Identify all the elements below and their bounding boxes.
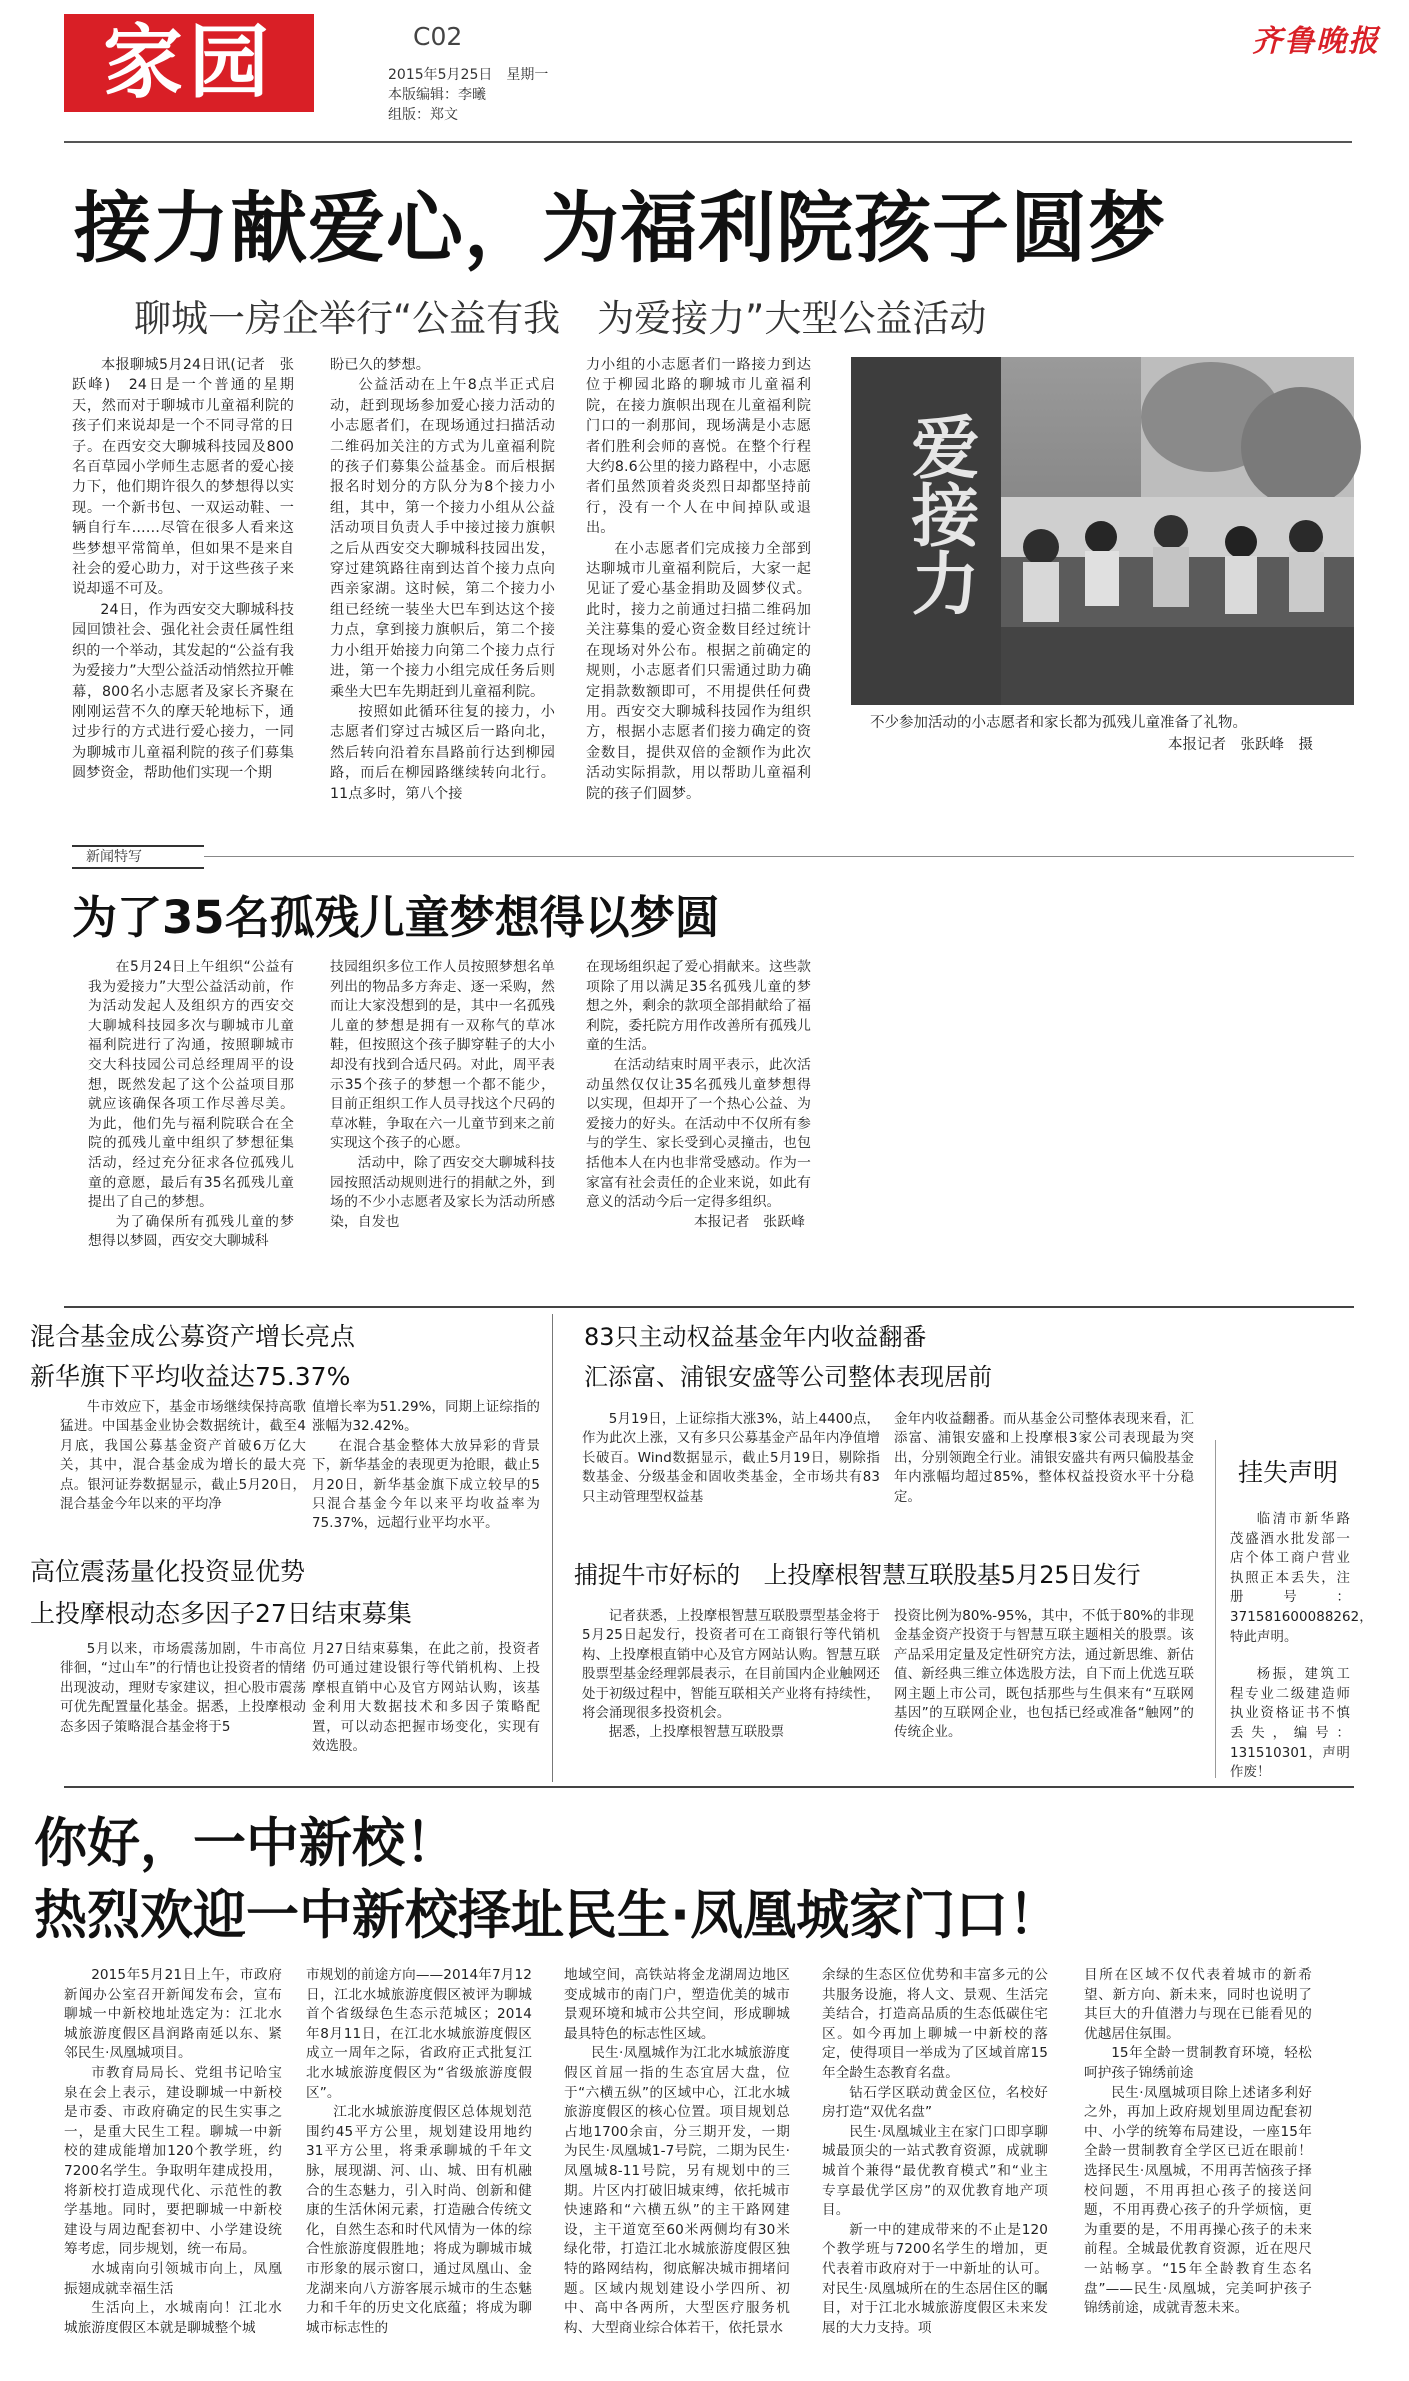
paragraph: 在小志愿者们完成接力全部到达聊城市儿童福利院后，大家一起见证了爱心基金捐助及圆梦仪式。此时，接力之前通过扫描二维码加关注募集的爱心资金数目经过统计在现场对外公布。根据之前确定的规则，小志愿者们只需通过助力确定捐款数额即可，不用提供任何费用。西安交大聊城科技园作为组织方，根据小志愿者们接力确定的资金数目，提供双倍的金额作为此次活动实际捐款，用以帮助儿童福利院的孩子们圆梦。 xyxy=(586,540,811,802)
f1-title-1: 混合基金成公募资产增长亮点 xyxy=(30,1322,356,1351)
paragraph: 新一中的建成带来的不止是120个教学班与7200名学生的增加，更代表着市政府对于一中新址的认可。对民生·凤凰城所在的生态居住区的瞩目，对于江北水城旅游度假区未来发展的大力支持。项 xyxy=(822,2221,1048,2336)
paragraph: 公益活动在上午8点半正式启动，赶到现场参加爱心接力活动的小志愿者们，在现场通过扫描活动二维码加关注的方式为儿童福利院的孩子们募集公益基金。而后根据报名时划分的方队分为8个接力小组，其中，第一个接力小组从公益活动项目负责人手中接过接力旗帜之后从西安交大聊城科技园出发，穿过建筑路往南到达首个接力点向西亲家湖。这时候，第二个接力小组已经统一装坐大巴车到达这个接力点，拿到接力旗帜后，第二个接力小组开始接力向第二个接力点行进，第一个接力小组完成任务后则乘坐大巴车先期赶到儿童福利院。 xyxy=(330,377,555,700)
masthead-rule xyxy=(64,141,1352,143)
a1-column-3 xyxy=(586,355,811,833)
photo-caption: 不少参加活动的小志愿者和家长都为孤残儿童准备了礼物。 xyxy=(870,715,1247,731)
f2-column-2 xyxy=(894,1410,1194,1550)
f2-title-1: 83只主动权益基金年内收益翻番 xyxy=(584,1323,927,1351)
divider-a2 xyxy=(204,856,1354,857)
photo-banner-text: 爱接力 xyxy=(900,412,980,616)
paragraph: 投资比例为80%-95%，其中，不低于80%的非现金基金资产投资于与智慧互联主题相关的股票。该产品采用定量及定性研究方法，通过新思维、新估值、新经典三维立体选股方法，自下而上优选互联网主题上市公司，既包括那些与生俱来有“互联网基因”的互联网企业，也包括已经或准备“触网”的传统企业。 xyxy=(894,1609,1194,1741)
paragraph: 力小组的小志愿者们一路接力到达位于柳园北路的聊城市儿童福利院，在接力旗帜出现在儿童福利院门口的一刹那间，现场满是小志愿者们胜利会师的喜悦。在整个行程大约8.6公里的接力路程中，小志愿者们虽然顶着炎炎烈日却都坚持前行，没有一个人在中间掉队或退出。 xyxy=(586,357,811,537)
paragraph: 为了确保所有孤残儿童的梦想得以梦圆，西安交大聊城科 xyxy=(88,1213,294,1250)
a3-column-4 xyxy=(822,1966,1048,2376)
paragraph: 钻石学区联动黄金区位，名校好房打造“双优名盘” xyxy=(822,2084,1048,2121)
a2-column-1 xyxy=(88,958,294,1296)
a1-column-2 xyxy=(330,355,555,833)
paragraph: 15年全龄一贯制教育环境，轻松呵护孩子锦绣前途 xyxy=(1084,2045,1312,2081)
divider-a3 xyxy=(64,1786,1354,1788)
paragraph: 盼已久的梦想。 xyxy=(330,357,431,373)
paragraph: 24日，作为西安交大聊城科技园回馈社会、强化社会责任属性组织的一个举动，其发起的“公益有我 为爱接力”大型公益活动悄然拉开帷幕，800名小志愿者及家长齐聚在刚刚运营不久的摩天轮地标下，通过步行的方式进行爱心接力，一同为聊城市儿童福利院的孩子们募集圆梦资金，帮助他们实现一个期 xyxy=(72,601,309,782)
subheadline-main: 聊城一房企举行“公益有我 为爱接力”大型公益活动 xyxy=(134,297,987,340)
f4-column-1 xyxy=(582,1607,880,1782)
paragraph: 本报聊城5月24日讯(记者 张跃峰) 24日是一个普通的星期天，然而对于聊城市儿童福利院的孩子们来说却是一个不同寻常的日子。在西安交大聊城科技园及800名百草园小学师生志愿者的爱心接力下，他们期许很久的梦想得以实现。一个新书包、一双运动鞋、一辆自行车……尽管在很多人看来这些梦想平常简单，但如果不是来自社会的爱心助力，对于这些孩子来说却遥不可及。 xyxy=(72,357,294,598)
divider-finance xyxy=(64,1306,1354,1308)
paper-logo: 齐鲁晚报 xyxy=(1252,24,1380,59)
f3-column-2 xyxy=(312,1640,540,1790)
editor-line: 本版编辑：李曦 xyxy=(388,87,486,103)
paragraph: 在活动结束时周平表示，此次活动虽然仅仅让35名孤残儿童梦想得以实现，但却开了一个热心公益、为爱接力的好头。在活动中不仅所有参与的学生、家长受到心灵撞击，也包括他本人在内也非常受感动。作为一家富有社会责任的企业来说，如此有意义的活动今后一定得多组织。 xyxy=(586,1056,811,1211)
subheadline-school: 热烈欢迎一中新校择址民生·凤凰城家门口！ xyxy=(34,1885,1062,1946)
headline-school: 你好，一中新校！ xyxy=(34,1813,458,1874)
paragraph: 在混合基金整体大放异彩的背景下，新华基金的表现更为抢眼，截止5月20日，新华基金旗下成立较早的5只混合基金今年以来平均收益率为75.37%，远超行业平均水平。 xyxy=(312,1438,540,1532)
paragraph: 据悉，上投摩根智慧互联股票 xyxy=(608,1725,785,1741)
headline-main: 接力献爱心，为福利院孩子圆梦 xyxy=(74,185,1166,274)
f1-column-1 xyxy=(60,1398,306,1558)
f4-title: 捕捉牛市好标的 上投摩根智慧互联股基5月25日发行 xyxy=(574,1561,1141,1589)
a2-column-3 xyxy=(586,958,811,1296)
paragraph: 在现场组织起了爱心捐献来。这些款项除了用以满足35名孤残儿童的梦想之外，剩余的款项全部捐献给了福利院，委托院方用作改善所有孤残儿童的生活。 xyxy=(586,959,811,1054)
news-tag-label: 新闻特写 xyxy=(86,849,142,865)
lost-notice-title: 挂失声明 xyxy=(1238,1458,1339,1487)
f3-title-2: 上投摩根动态多因子27日结束募集 xyxy=(30,1599,412,1628)
a2-column-2 xyxy=(330,958,555,1296)
paragraph: 技园组织多位工作人员按照梦想名单列出的物品多方奔走、逐一采购，然而让大家没想到的是，其中一名孤残儿童的梦想是拥有一双称气的草冰鞋，但按照这个孩子脚穿鞋子的大小却没有找到合适尺码。对此，周平表示35个孩子的梦想一个都不能少，目前正组织工作人员寻找这个尺码的草冰鞋，争取在六一儿童节到来之前实现这个孩子的心愿。 xyxy=(330,959,555,1152)
date-line: 2015年5月25日 星期一 xyxy=(388,67,549,83)
paragraph: 生活向上，水城南向！江北水城旅游度假区本就是聊城整个城 xyxy=(64,2300,282,2336)
headline-second: 为了35名孤残儿童梦想得以梦圆 xyxy=(72,891,720,944)
paragraph: 目所在区域不仅代表着城市的新希望、新方向、新未来，同时也说明了其巨大的升值潜力与现在已能看见的优越居住氛围。 xyxy=(1084,1967,1312,2042)
layout-line: 组版：郑文 xyxy=(388,107,458,123)
section-title: 家园 xyxy=(103,16,275,109)
paragraph: 市教育局局长、党组书记哈宝泉在会上表示，建设聊城一中新校是市委、市政府确定的民生实事之一，是重大民生工程。聊城一中新校的建成能增加120个教学班，约7200名学生。争取明年建成投用，将新校打造成现代化、示范性的教学基地。同时，要把聊城一中新校建设与周边配套初中、小学建设统筹考虑，同步规划，统一布局。 xyxy=(64,2064,282,2258)
photo-credit: 本报记者 张跃峰 摄 xyxy=(1168,737,1313,753)
paragraph: 记者获悉，上投摩根智慧互联股票型基金将于5月25日起发行，投资者可在工商银行等代销机构、上投摩根直销中心及官方网站认购。智慧互联股票型基金经理郭晨表示，在目前国内企业触网还处于初级过程中，智能互联相关产业将有持续性，将会涌现很多投资机会。 xyxy=(582,1609,880,1722)
paragraph: 地域空间，高铁站将金龙湖周边地区变成城市的南门户，塑造优美的城市景观环境和城市公共空间，形成聊城最具特色的标志性区域。 xyxy=(564,1967,790,2042)
paragraph: 牛市效应下，基金市场继续保持高歌猛进。中国基金业协会数据统计，截至4月底，我国公募基金资产首破6万亿大关，其中，混合基金成为增长的最大亮点。银河证券数据显示，截止5月20日，混合基金今年以来的平均净 xyxy=(60,1400,306,1513)
f3-column-1 xyxy=(60,1640,306,1790)
paragraph: 月27日结束募集，在此之前，投资者仍可通过建设银行等代销机构、上投摩根直销中心及官方网站认购，该基金利用大数据技术和多因子策略配置，可以动态把握市场变化，实现有效选股。 xyxy=(312,1642,540,1755)
page-number: C02 xyxy=(413,22,463,51)
paragraph: 民生·凤凰城作为江北水城旅游度假区首屈一指的生态宜居大盘，位于“六横五纵”的区域中心，江北水城旅游度假区的核心位置。项目规划总占地1700余亩，分三期开发，一期为民生·凤凰城1-7号院，二期为民生·凤凰城8-11号院，另有规划中的三期。片区内打破旧城束缚，依托城市快速路和“六横五纵”的主干路网建设，主干道宽至60米两侧均有30米绿化带，打造江北水城旅游度假区独特的路网结构，彻底解决城市拥堵问题。区域内规划建设小学四所、初中、高中各两所，大型医疗服务机构、大型商业综合体若干，依托景水 xyxy=(564,2045,790,2336)
paragraph: 在5月24日上午组织“公益有我为爱接力”大型公益活动前，作为活动发起人及组织方的西安交大聊城科技园多次与聊城市儿童福利院进行了沟通，按照聊城市交大科技园公司总经理周平的设想，既然发起了这个公益项目那就应该确保各项工作尽善尽美。为此，他们先与福利院联合在全院的孤残儿童中组织了梦想征集活动，经过充分征求各位孤残儿童的意愿，最后有35名孤残儿童提出了自己的梦想。 xyxy=(88,959,294,1211)
lost-notice-box xyxy=(1215,1440,1373,1781)
masthead xyxy=(0,0,1409,150)
notice-item: 杨振，建筑工程专业二级建造师执业资格证书不慎丢失，编号：131510301，声明作废！ xyxy=(1230,1667,1350,1781)
paragraph: 活动中，除了西安交大聊城科技园按照活动规则进行的捐献之外，到场的不少小志愿者及家长为活动所感染，自发也 xyxy=(330,1154,555,1230)
paragraph: 值增长率为51.29%，同期上证综指的涨幅为32.42%。 xyxy=(312,1400,540,1435)
paragraph: 2015年5月21日上午，市政府新闻办公室召开新闻发布会，宣布聊城一中新校地址选定为：江北水城旅游度假区昌润路南延以东、紧邻民生·凤凰城项目。 xyxy=(64,1967,282,2062)
paragraph: 金年内收益翻番。而从基金公司整体表现来看，汇添富、浦银安盛和上投摩根3家公司表现最为突出，分别领跑全行业。浦银安盛共有两只偏股基金年内涨幅均超过85%，整体权益投资水平十分稳定。 xyxy=(894,1412,1194,1505)
paragraph: 民生·凤凰城项目除上述诸多利好之外，再加上政府规划里周边配套初中、小学的统筹布局建设，一座15年全龄一贯制教育全学区已近在眼前！选择民生·凤凰城，不用再苦恼孩子择校问题，不用再担心孩子的接送问题，不用再费心孩子的升学烦恼，更为重要的是，不用再操心孩子的未来前程。全城最优教育资源，近在咫尺一站畅享。“15年全龄教育生态名盘”——民生·凤凰城，完美呵护孩子锦绣前途，成就青葱未来。 xyxy=(1084,2084,1312,2317)
paragraph: 余绿的生态区位优势和丰富多元的公共服务设施，将人文、景观、生活完美结合，打造高品质的生态低碳住宅区。如今再加上聊城一中新校的落定，使得项目一举成为了区域首席15年全龄生态教育名盘。 xyxy=(822,1967,1048,2081)
a3-column-5 xyxy=(1084,1966,1312,2376)
f2-title-2: 汇添富、浦银安盛等公司整体表现居前 xyxy=(584,1363,992,1391)
a3-column-2 xyxy=(306,1966,532,2376)
paragraph: 5月19日，上证综指大涨3%，站上4400点，作为此次上涨，又有多只公募基金产品年内净值增长破百。Wind数据显示，截止5月19日，剔除指数基金、分级基金和固收类基金，全市场共有83只主动管理型权益基 xyxy=(582,1412,880,1505)
volunteers-photo xyxy=(851,357,1354,705)
paragraph: 市规划的前途方向——2014年7月12日，江北水城旅游度假区被评为聊城首个省级绿色生态示范城区；2014年8月11日，在江北水城旅游度假区成立一周年之际，省政府正式批复江北水城旅游度假区为“省级旅游度假区”。 xyxy=(306,1967,532,2101)
f4-column-2 xyxy=(894,1607,1194,1782)
lost-notice-body xyxy=(1230,1510,1373,1781)
paragraph: 本报记者 张跃峰 xyxy=(693,1213,805,1230)
a3-column-1 xyxy=(64,1966,282,2376)
f2-column-1 xyxy=(582,1410,880,1550)
f1-title-2: 新华旗下平均收益达75.37% xyxy=(30,1362,351,1391)
paragraph: 按照如此循环往复的接力，小志愿者们穿过古城区后一路向北，然后转向沿着东昌路前行达到柳园路，而后在柳园路继续转向北行。11点多时，第八个接 xyxy=(330,703,555,802)
news-tag xyxy=(72,845,204,869)
paragraph: 江北水城旅游度假区总体规划范围约45平方公里，规划建设用地约31平方公里，将秉承聊城的千年文脉，展现湖、河、山、城、田有机融合的生态魅力，引入时尚、创新和健康的生活休闲元素，打造融合传统文化，自然生态和时代风情为一体的综合性旅游度假胜地；将成为聊城市城市形象的展示窗口，通过凤凰山、金龙湖来向八方游客展示城市的生态魅力和千年的历史文化底蕴；将成为聊城市标志性的 xyxy=(306,2104,532,2336)
f1-column-2 xyxy=(312,1398,540,1558)
a1-column-1 xyxy=(72,355,309,833)
f3-title-1: 高位震荡量化投资显优势 xyxy=(30,1557,306,1586)
notice-item: 临清市新华路茂盛酒水批发部一店个体工商户营业执照正本丢失，注册号：371581600088262，特此声明。 xyxy=(1230,1512,1373,1645)
a3-column-3 xyxy=(564,1966,790,2376)
divider-vertical-finance xyxy=(552,1314,553,1782)
paragraph: 水城南向引领城市向上，凤凰振翅成就幸福生活 xyxy=(64,2260,282,2297)
paragraph: 5月以来，市场震荡加剧，牛市高位徘徊，“过山车”的行情也让投资者的情绪出现波动，理财专家建议，担心股市震荡可优先配置量化基金。据悉，上投摩根动态多因子策略混合基金将于5 xyxy=(60,1642,306,1735)
paragraph: 民生·凤凰城业主在家门口即享聊城最顶尖的一站式教育资源，成就聊城首个兼得“最优教育模式”和“业主专享最优学区房”的双优教育地产项目。 xyxy=(822,2123,1048,2219)
